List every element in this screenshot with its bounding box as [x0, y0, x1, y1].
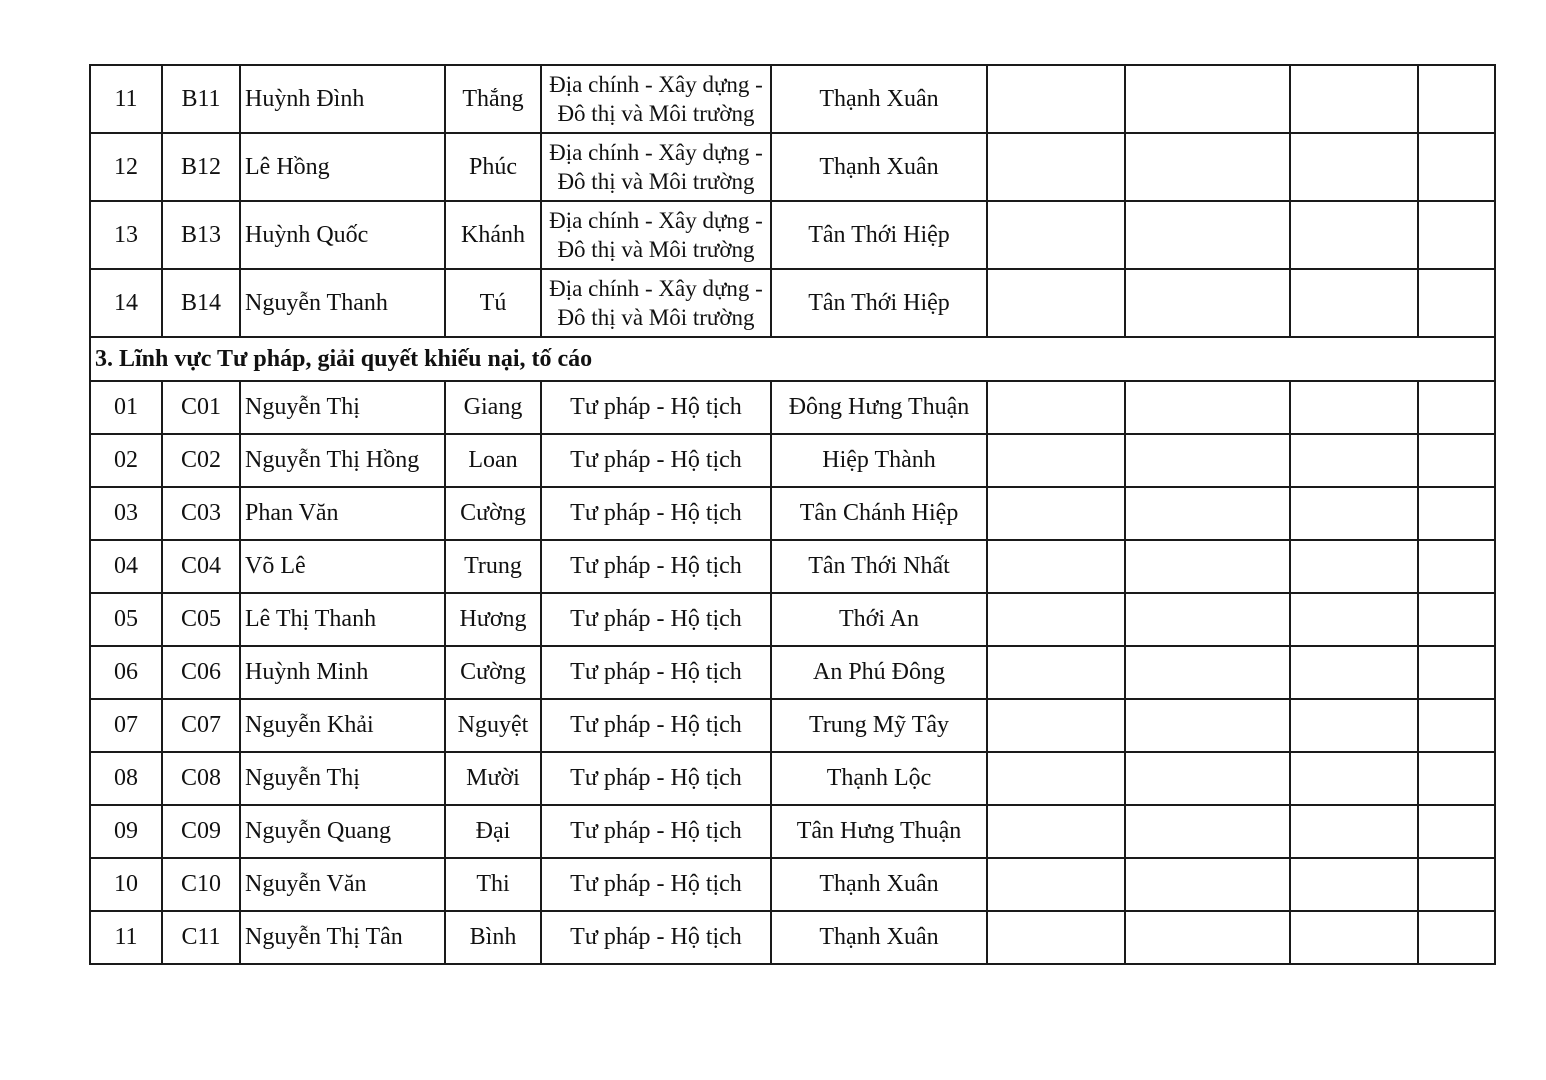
ward-cell: Thạnh Lộc: [771, 752, 987, 805]
empty-cell: [1418, 752, 1495, 805]
empty-cell: [1125, 646, 1290, 699]
table-row: [90, 699, 1495, 752]
stt-cell: 11: [90, 65, 162, 133]
code-cell: B13: [162, 201, 240, 269]
empty-cell: [1418, 858, 1495, 911]
field-cell: [541, 201, 771, 269]
section-title: 3. Lĩnh vực Tư pháp, giải quyết khiếu nại, tố cáo: [90, 337, 1495, 381]
first-name-cell: Mười: [445, 752, 541, 805]
table-row: [90, 487, 1495, 540]
first-name-cell: Cường: [445, 487, 541, 540]
table-row: [90, 593, 1495, 646]
stt-cell: 05: [90, 593, 162, 646]
empty-cell: [1290, 646, 1418, 699]
field-line-1: Địa chính - Xây dựng -: [549, 276, 763, 301]
candidate-table: [89, 64, 1496, 965]
empty-cell: [1418, 593, 1495, 646]
empty-cell: [1290, 65, 1418, 133]
empty-cell: [1418, 269, 1495, 337]
stt-cell: 08: [90, 752, 162, 805]
field-cell: [541, 133, 771, 201]
stt-cell: 03: [90, 487, 162, 540]
field-cell: [541, 269, 771, 337]
empty-cell: [1290, 434, 1418, 487]
code-cell: C06: [162, 646, 240, 699]
empty-cell: [987, 487, 1125, 540]
empty-cell: [1125, 65, 1290, 133]
code-cell: C07: [162, 699, 240, 752]
last-middle-name-cell: Nguyễn Quang: [240, 805, 445, 858]
stt-cell: 10: [90, 858, 162, 911]
empty-cell: [1418, 201, 1495, 269]
last-middle-name-cell: Võ Lê: [240, 540, 445, 593]
last-middle-name-cell: Huỳnh Đình: [240, 65, 445, 133]
last-middle-name-cell: Phan Văn: [240, 487, 445, 540]
field-cell: Tư pháp - Hộ tịch: [541, 646, 771, 699]
table-row: [90, 65, 1495, 133]
empty-cell: [1290, 593, 1418, 646]
field-line-2: Đô thị và Môi trường: [557, 305, 755, 330]
ward-cell: Thới An: [771, 593, 987, 646]
ward-cell: Thạnh Xuân: [771, 65, 987, 133]
field-cell: Tư pháp - Hộ tịch: [541, 858, 771, 911]
code-cell: C04: [162, 540, 240, 593]
empty-cell: [1125, 540, 1290, 593]
field-cell: Tư pháp - Hộ tịch: [541, 911, 771, 964]
empty-cell: [1418, 65, 1495, 133]
field-cell: Tư pháp - Hộ tịch: [541, 381, 771, 434]
first-name-cell: Hương: [445, 593, 541, 646]
stt-cell: 01: [90, 381, 162, 434]
first-name-cell: Phúc: [445, 133, 541, 201]
stt-cell: 09: [90, 805, 162, 858]
stt-cell: 12: [90, 133, 162, 201]
empty-cell: [987, 269, 1125, 337]
empty-cell: [1290, 858, 1418, 911]
empty-cell: [1418, 699, 1495, 752]
empty-cell: [1290, 699, 1418, 752]
empty-cell: [1290, 752, 1418, 805]
table-body: [90, 65, 1495, 964]
field-cell: [541, 65, 771, 133]
field-cell: Tư pháp - Hộ tịch: [541, 593, 771, 646]
stt-cell: 14: [90, 269, 162, 337]
empty-cell: [987, 434, 1125, 487]
empty-cell: [987, 646, 1125, 699]
field-cell: Tư pháp - Hộ tịch: [541, 805, 771, 858]
stt-cell: 04: [90, 540, 162, 593]
first-name-cell: Tú: [445, 269, 541, 337]
empty-cell: [1418, 805, 1495, 858]
table-row: [90, 381, 1495, 434]
first-name-cell: Thắng: [445, 65, 541, 133]
last-middle-name-cell: Nguyễn Thị: [240, 381, 445, 434]
last-middle-name-cell: Nguyễn Khải: [240, 699, 445, 752]
field-line-1: Địa chính - Xây dựng -: [549, 72, 763, 97]
last-middle-name-cell: Nguyễn Thị Hồng: [240, 434, 445, 487]
empty-cell: [987, 593, 1125, 646]
empty-cell: [987, 911, 1125, 964]
table-row: [90, 805, 1495, 858]
last-middle-name-cell: Huỳnh Quốc: [240, 201, 445, 269]
ward-cell: An Phú Đông: [771, 646, 987, 699]
empty-cell: [1125, 487, 1290, 540]
empty-cell: [1418, 646, 1495, 699]
empty-cell: [1290, 269, 1418, 337]
empty-cell: [1125, 269, 1290, 337]
empty-cell: [987, 133, 1125, 201]
empty-cell: [1125, 858, 1290, 911]
empty-cell: [987, 752, 1125, 805]
table-row: [90, 201, 1495, 269]
table-row: [90, 752, 1495, 805]
ward-cell: Tân Chánh Hiệp: [771, 487, 987, 540]
first-name-cell: Loan: [445, 434, 541, 487]
empty-cell: [987, 805, 1125, 858]
last-middle-name-cell: Nguyễn Thanh: [240, 269, 445, 337]
empty-cell: [1290, 201, 1418, 269]
field-cell: Tư pháp - Hộ tịch: [541, 434, 771, 487]
empty-cell: [1290, 487, 1418, 540]
empty-cell: [1125, 381, 1290, 434]
empty-cell: [1290, 540, 1418, 593]
last-middle-name-cell: Lê Hồng: [240, 133, 445, 201]
field-line-2: Đô thị và Môi trường: [557, 237, 755, 262]
empty-cell: [1418, 487, 1495, 540]
empty-cell: [987, 65, 1125, 133]
empty-cell: [987, 540, 1125, 593]
ward-cell: Thạnh Xuân: [771, 858, 987, 911]
code-cell: B11: [162, 65, 240, 133]
field-cell: Tư pháp - Hộ tịch: [541, 699, 771, 752]
empty-cell: [1418, 911, 1495, 964]
ward-cell: Thạnh Xuân: [771, 133, 987, 201]
stt-cell: 13: [90, 201, 162, 269]
last-middle-name-cell: Nguyễn Thị Tân: [240, 911, 445, 964]
ward-cell: Trung Mỹ Tây: [771, 699, 987, 752]
table-row: [90, 911, 1495, 964]
stt-cell: 07: [90, 699, 162, 752]
empty-cell: [1418, 133, 1495, 201]
empty-cell: [987, 699, 1125, 752]
first-name-cell: Cường: [445, 646, 541, 699]
empty-cell: [1418, 381, 1495, 434]
field-line-2: Đô thị và Môi trường: [557, 101, 755, 126]
code-cell: B12: [162, 133, 240, 201]
ward-cell: Tân Thới Nhất: [771, 540, 987, 593]
first-name-cell: Giang: [445, 381, 541, 434]
table-row: [90, 434, 1495, 487]
ward-cell: Tân Thới Hiệp: [771, 269, 987, 337]
empty-cell: [987, 858, 1125, 911]
first-name-cell: Khánh: [445, 201, 541, 269]
stt-cell: 11: [90, 911, 162, 964]
code-cell: B14: [162, 269, 240, 337]
empty-cell: [987, 201, 1125, 269]
empty-cell: [1290, 805, 1418, 858]
field-cell: Tư pháp - Hộ tịch: [541, 752, 771, 805]
code-cell: C01: [162, 381, 240, 434]
code-cell: C05: [162, 593, 240, 646]
code-cell: C09: [162, 805, 240, 858]
empty-cell: [1290, 381, 1418, 434]
empty-cell: [1125, 133, 1290, 201]
first-name-cell: Nguyệt: [445, 699, 541, 752]
code-cell: C02: [162, 434, 240, 487]
ward-cell: Hiệp Thành: [771, 434, 987, 487]
empty-cell: [1290, 133, 1418, 201]
table-row: [90, 540, 1495, 593]
empty-cell: [1125, 752, 1290, 805]
empty-cell: [1125, 805, 1290, 858]
code-cell: C10: [162, 858, 240, 911]
empty-cell: [1125, 201, 1290, 269]
last-middle-name-cell: Huỳnh Minh: [240, 646, 445, 699]
first-name-cell: Bình: [445, 911, 541, 964]
first-name-cell: Trung: [445, 540, 541, 593]
stt-cell: 02: [90, 434, 162, 487]
table-row: [90, 133, 1495, 201]
first-name-cell: Thi: [445, 858, 541, 911]
code-cell: C03: [162, 487, 240, 540]
field-cell: Tư pháp - Hộ tịch: [541, 487, 771, 540]
last-middle-name-cell: Nguyễn Thị: [240, 752, 445, 805]
empty-cell: [987, 381, 1125, 434]
table-row: [90, 646, 1495, 699]
section-header-row: [90, 337, 1495, 381]
field-cell: Tư pháp - Hộ tịch: [541, 540, 771, 593]
empty-cell: [1125, 434, 1290, 487]
field-line-1: Địa chính - Xây dựng -: [549, 140, 763, 165]
table-row: [90, 269, 1495, 337]
empty-cell: [1125, 911, 1290, 964]
last-middle-name-cell: Lê Thị Thanh: [240, 593, 445, 646]
stt-cell: 06: [90, 646, 162, 699]
field-line-2: Đô thị và Môi trường: [557, 169, 755, 194]
ward-cell: Đông Hưng Thuận: [771, 381, 987, 434]
code-cell: C08: [162, 752, 240, 805]
ward-cell: Thạnh Xuân: [771, 911, 987, 964]
last-middle-name-cell: Nguyễn Văn: [240, 858, 445, 911]
field-line-1: Địa chính - Xây dựng -: [549, 208, 763, 233]
empty-cell: [1290, 911, 1418, 964]
table-row: [90, 858, 1495, 911]
empty-cell: [1125, 699, 1290, 752]
ward-cell: Tân Thới Hiệp: [771, 201, 987, 269]
code-cell: C11: [162, 911, 240, 964]
ward-cell: Tân Hưng Thuận: [771, 805, 987, 858]
empty-cell: [1125, 593, 1290, 646]
first-name-cell: Đại: [445, 805, 541, 858]
empty-cell: [1418, 540, 1495, 593]
empty-cell: [1418, 434, 1495, 487]
